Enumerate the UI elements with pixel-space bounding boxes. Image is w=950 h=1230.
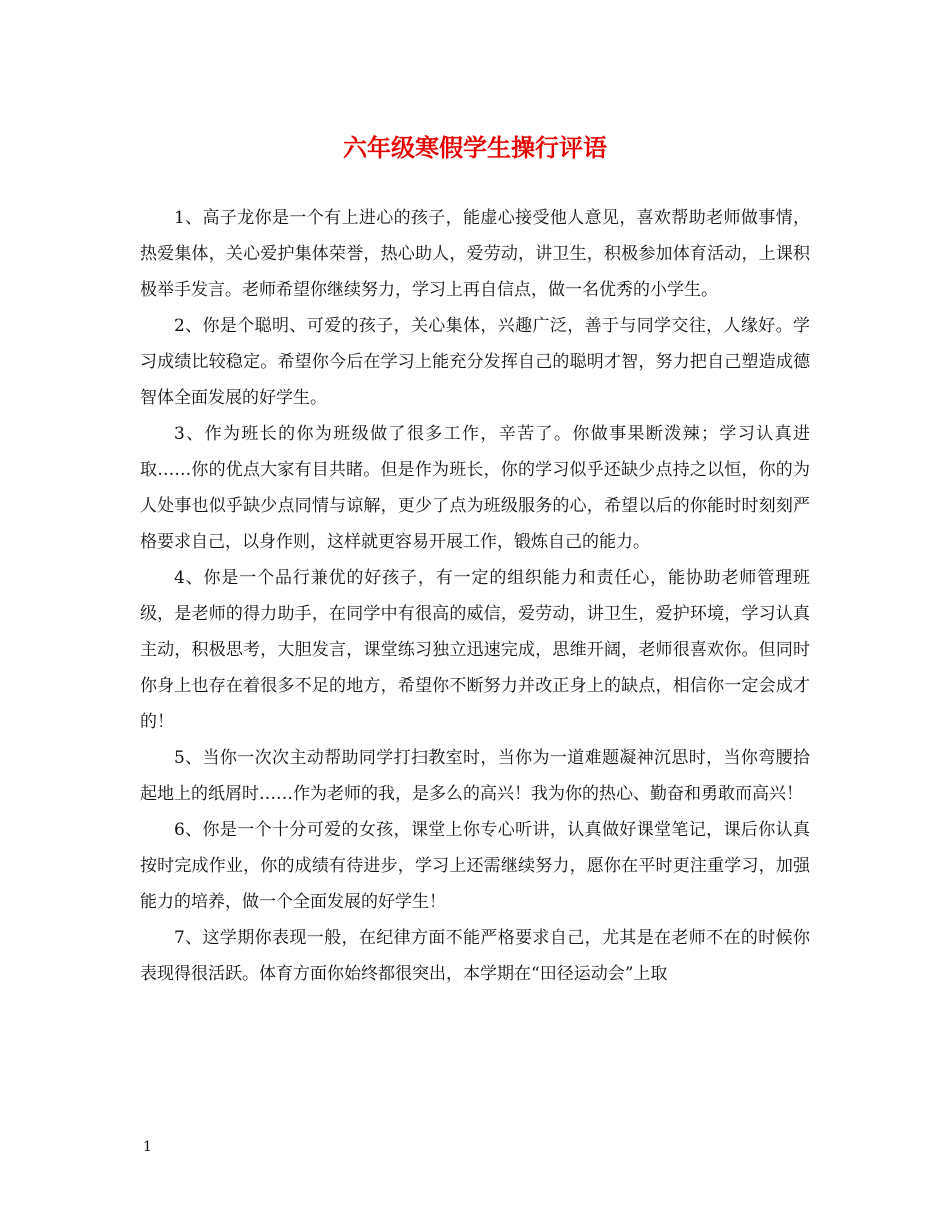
document-body [140, 200, 810, 992]
paragraph: 2、你是个聪明、可爱的孩子，关心集体，兴趣广泛，善于与同学交往，人缘好。学习成绩比较稳定。希望你今后在学习上能充分发挥自己的聪明才智，努力把自己塑造成德智体全面发展的好学生。 [140, 316, 810, 408]
paragraph: 7、这学期你表现一般，在纪律方面不能严格要求自己，尤其是在老师不在的时候你表现得很活跃。体育方面你始终都很突出，本学期在“田径运动会”上取 [140, 928, 810, 984]
paragraph: 4、你是一个品行兼优的好孩子，有一定的组织能力和责任心，能协助老师管理班级，是老师的得力助手，在同学中有很高的威信，爱劳动，讲卫生，爱护环境，学习认真主动，积极思考，大胆发言，课堂练习独立迅速完成，思维开阔，老师很喜欢你。但同时你身上也存在着很多不足的地方，希望你不断努力并改正身上的缺点，相信你一定会成才的！ [140, 568, 810, 732]
paragraph: 1、高子龙你是一个有上进心的孩子，能虚心接受他人意见，喜欢帮助老师做事情，热爱集体，关心爱护集体荣誉，热心助人，爱劳动，讲卫生，积极参加体育活动，上课积极举手发言。老师希望你继续努力，学习上再自信点，做一名优秀的小学生。 [140, 208, 810, 300]
paragraph: 3、作为班长的你为班级做了很多工作，辛苦了。你做事果断泼辣；学习认真进取……你的优点大家有目共睹。但是作为班长，你的学习似乎还缺少点持之以恒，你的为人处事也似乎缺少点同情与谅解，更少了点为班级服务的心，希望以后的你能时时刻刻严格要求自己，以身作则，这样就更容易开展工作，锻炼自己的能力。 [140, 424, 810, 552]
paragraph: 5、当你一次次主动帮助同学打扫教室时，当你为一道难题凝神沉思时，当你弯腰拾起地上的纸屑时……作为老师的我，是多么的高兴！我为你的热心、勤奋和勇敢而高兴！ [140, 748, 810, 804]
paragraph: 6、你是一个十分可爱的女孩，课堂上你专心听讲，认真做好课堂笔记，课后你认真按时完成作业，你的成绩有待进步，学习上还需继续努力，愿你在平时更注重学习，加强能力的培养，做一个全面发展的好学生！ [140, 820, 810, 912]
page-title: 六年级寒假学生操行评语 [343, 133, 607, 162]
page-number: 1 [143, 1139, 152, 1155]
